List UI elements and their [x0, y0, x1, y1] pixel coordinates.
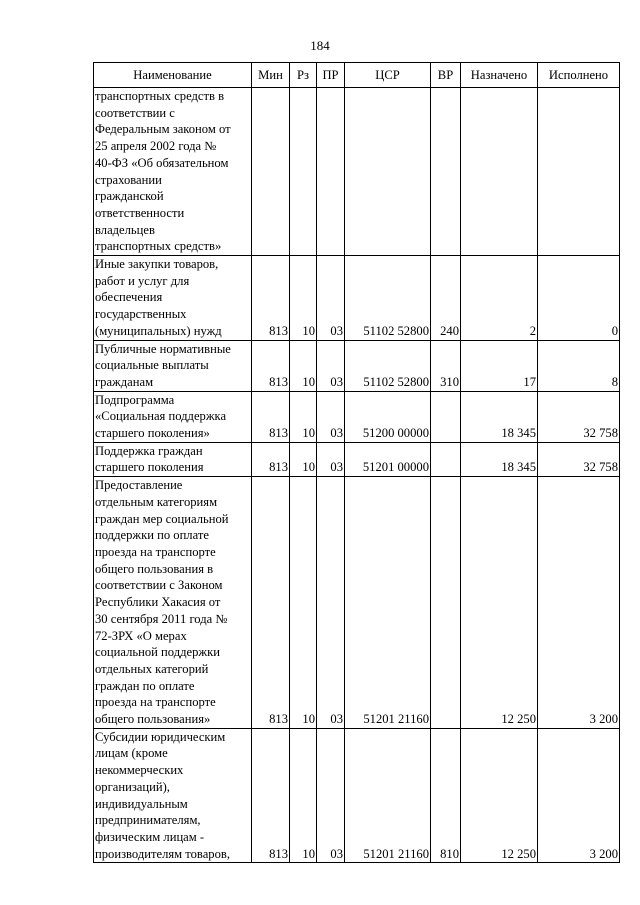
cell-name: Предоставление отдельным категориям граждан мер социальной поддержки по оплате проезда на транспорте общего пользования в соответствии с Законом Республики Хакасия от 30 сентября 2011 года № 72-ЗРХ «О мерах социальной поддержки отдельных категорий граждан по оплате проезда на транспорте общего пользования» — [94, 477, 252, 729]
cell-pr: 03 — [317, 391, 345, 442]
cell-vr — [431, 442, 461, 476]
header-min: Мин — [252, 63, 290, 88]
cell-assigned: 17 — [461, 340, 538, 391]
cell-rz: 10 — [290, 728, 317, 863]
cell-pr: 03 — [317, 340, 345, 391]
cell-rz: 10 — [290, 442, 317, 476]
cell-executed: 32 758 — [538, 442, 620, 476]
cell-vr: 310 — [431, 340, 461, 391]
cell-rz: 10 — [290, 391, 317, 442]
cell-assigned — [461, 88, 538, 256]
table-row — [94, 477, 620, 729]
table-row — [94, 340, 620, 391]
cell-pr — [317, 88, 345, 256]
cell-min — [252, 88, 290, 256]
budget-table — [93, 62, 620, 863]
cell-assigned: 12 250 — [461, 477, 538, 729]
cell-name: Публичные нормативные социальные выплаты гражданам — [94, 340, 252, 391]
header-executed: Исполнено — [538, 63, 620, 88]
cell-csr: 51102 52800 — [345, 340, 431, 391]
cell-assigned: 18 345 — [461, 391, 538, 442]
table-row — [94, 391, 620, 442]
cell-executed: 32 758 — [538, 391, 620, 442]
cell-csr: 51201 00000 — [345, 442, 431, 476]
table-row — [94, 442, 620, 476]
cell-csr: 51102 52800 — [345, 256, 431, 341]
cell-vr — [431, 88, 461, 256]
table-header-row — [94, 63, 620, 88]
cell-csr: 51201 21160 — [345, 477, 431, 729]
cell-csr — [345, 88, 431, 256]
cell-pr: 03 — [317, 256, 345, 341]
cell-executed: 0 — [538, 256, 620, 341]
cell-pr: 03 — [317, 728, 345, 863]
cell-rz: 10 — [290, 477, 317, 729]
cell-pr: 03 — [317, 477, 345, 729]
cell-executed — [538, 88, 620, 256]
cell-vr — [431, 477, 461, 729]
header-csr: ЦСР — [345, 63, 431, 88]
cell-name: Поддержка граждан старшего поколения — [94, 442, 252, 476]
cell-assigned: 2 — [461, 256, 538, 341]
cell-name: Подпрограмма «Социальная поддержка старшего поколения» — [94, 391, 252, 442]
cell-vr — [431, 391, 461, 442]
table-row — [94, 728, 620, 863]
cell-min: 813 — [252, 391, 290, 442]
cell-min: 813 — [252, 728, 290, 863]
cell-name: Субсидии юридическим лицам (кроме некоммерческих организаций), индивидуальным предпринимателям, физическим лицам - производителям товаров, — [94, 728, 252, 863]
page-number: 184 — [310, 38, 330, 53]
header-pr: ПР — [317, 63, 345, 88]
cell-min: 813 — [252, 442, 290, 476]
cell-vr: 810 — [431, 728, 461, 863]
header-name: Наименование — [94, 63, 252, 88]
cell-assigned: 12 250 — [461, 728, 538, 863]
table-row — [94, 88, 620, 256]
cell-executed: 3 200 — [538, 728, 620, 863]
cell-name: Иные закупки товаров, работ и услуг для обеспечения государственных (муниципальных) нужд — [94, 256, 252, 341]
cell-csr: 51200 00000 — [345, 391, 431, 442]
cell-min: 813 — [252, 256, 290, 341]
cell-rz: 10 — [290, 340, 317, 391]
cell-executed: 3 200 — [538, 477, 620, 729]
cell-pr: 03 — [317, 442, 345, 476]
cell-rz — [290, 88, 317, 256]
cell-rz: 10 — [290, 256, 317, 341]
cell-min: 813 — [252, 340, 290, 391]
cell-assigned: 18 345 — [461, 442, 538, 476]
cell-min: 813 — [252, 477, 290, 729]
header-assigned: Назначено — [461, 63, 538, 88]
cell-executed: 8 — [538, 340, 620, 391]
cell-csr: 51201 21160 — [345, 728, 431, 863]
cell-name: транспортных средств в соответствии с Федеральным законом от 25 апреля 2002 года № 40-ФЗ «Об обязательном страховании гражданской ответственности владельцев транспортных средств» — [94, 88, 252, 256]
header-rz: Рз — [290, 63, 317, 88]
table-row — [94, 256, 620, 341]
cell-vr: 240 — [431, 256, 461, 341]
header-vr: ВР — [431, 63, 461, 88]
